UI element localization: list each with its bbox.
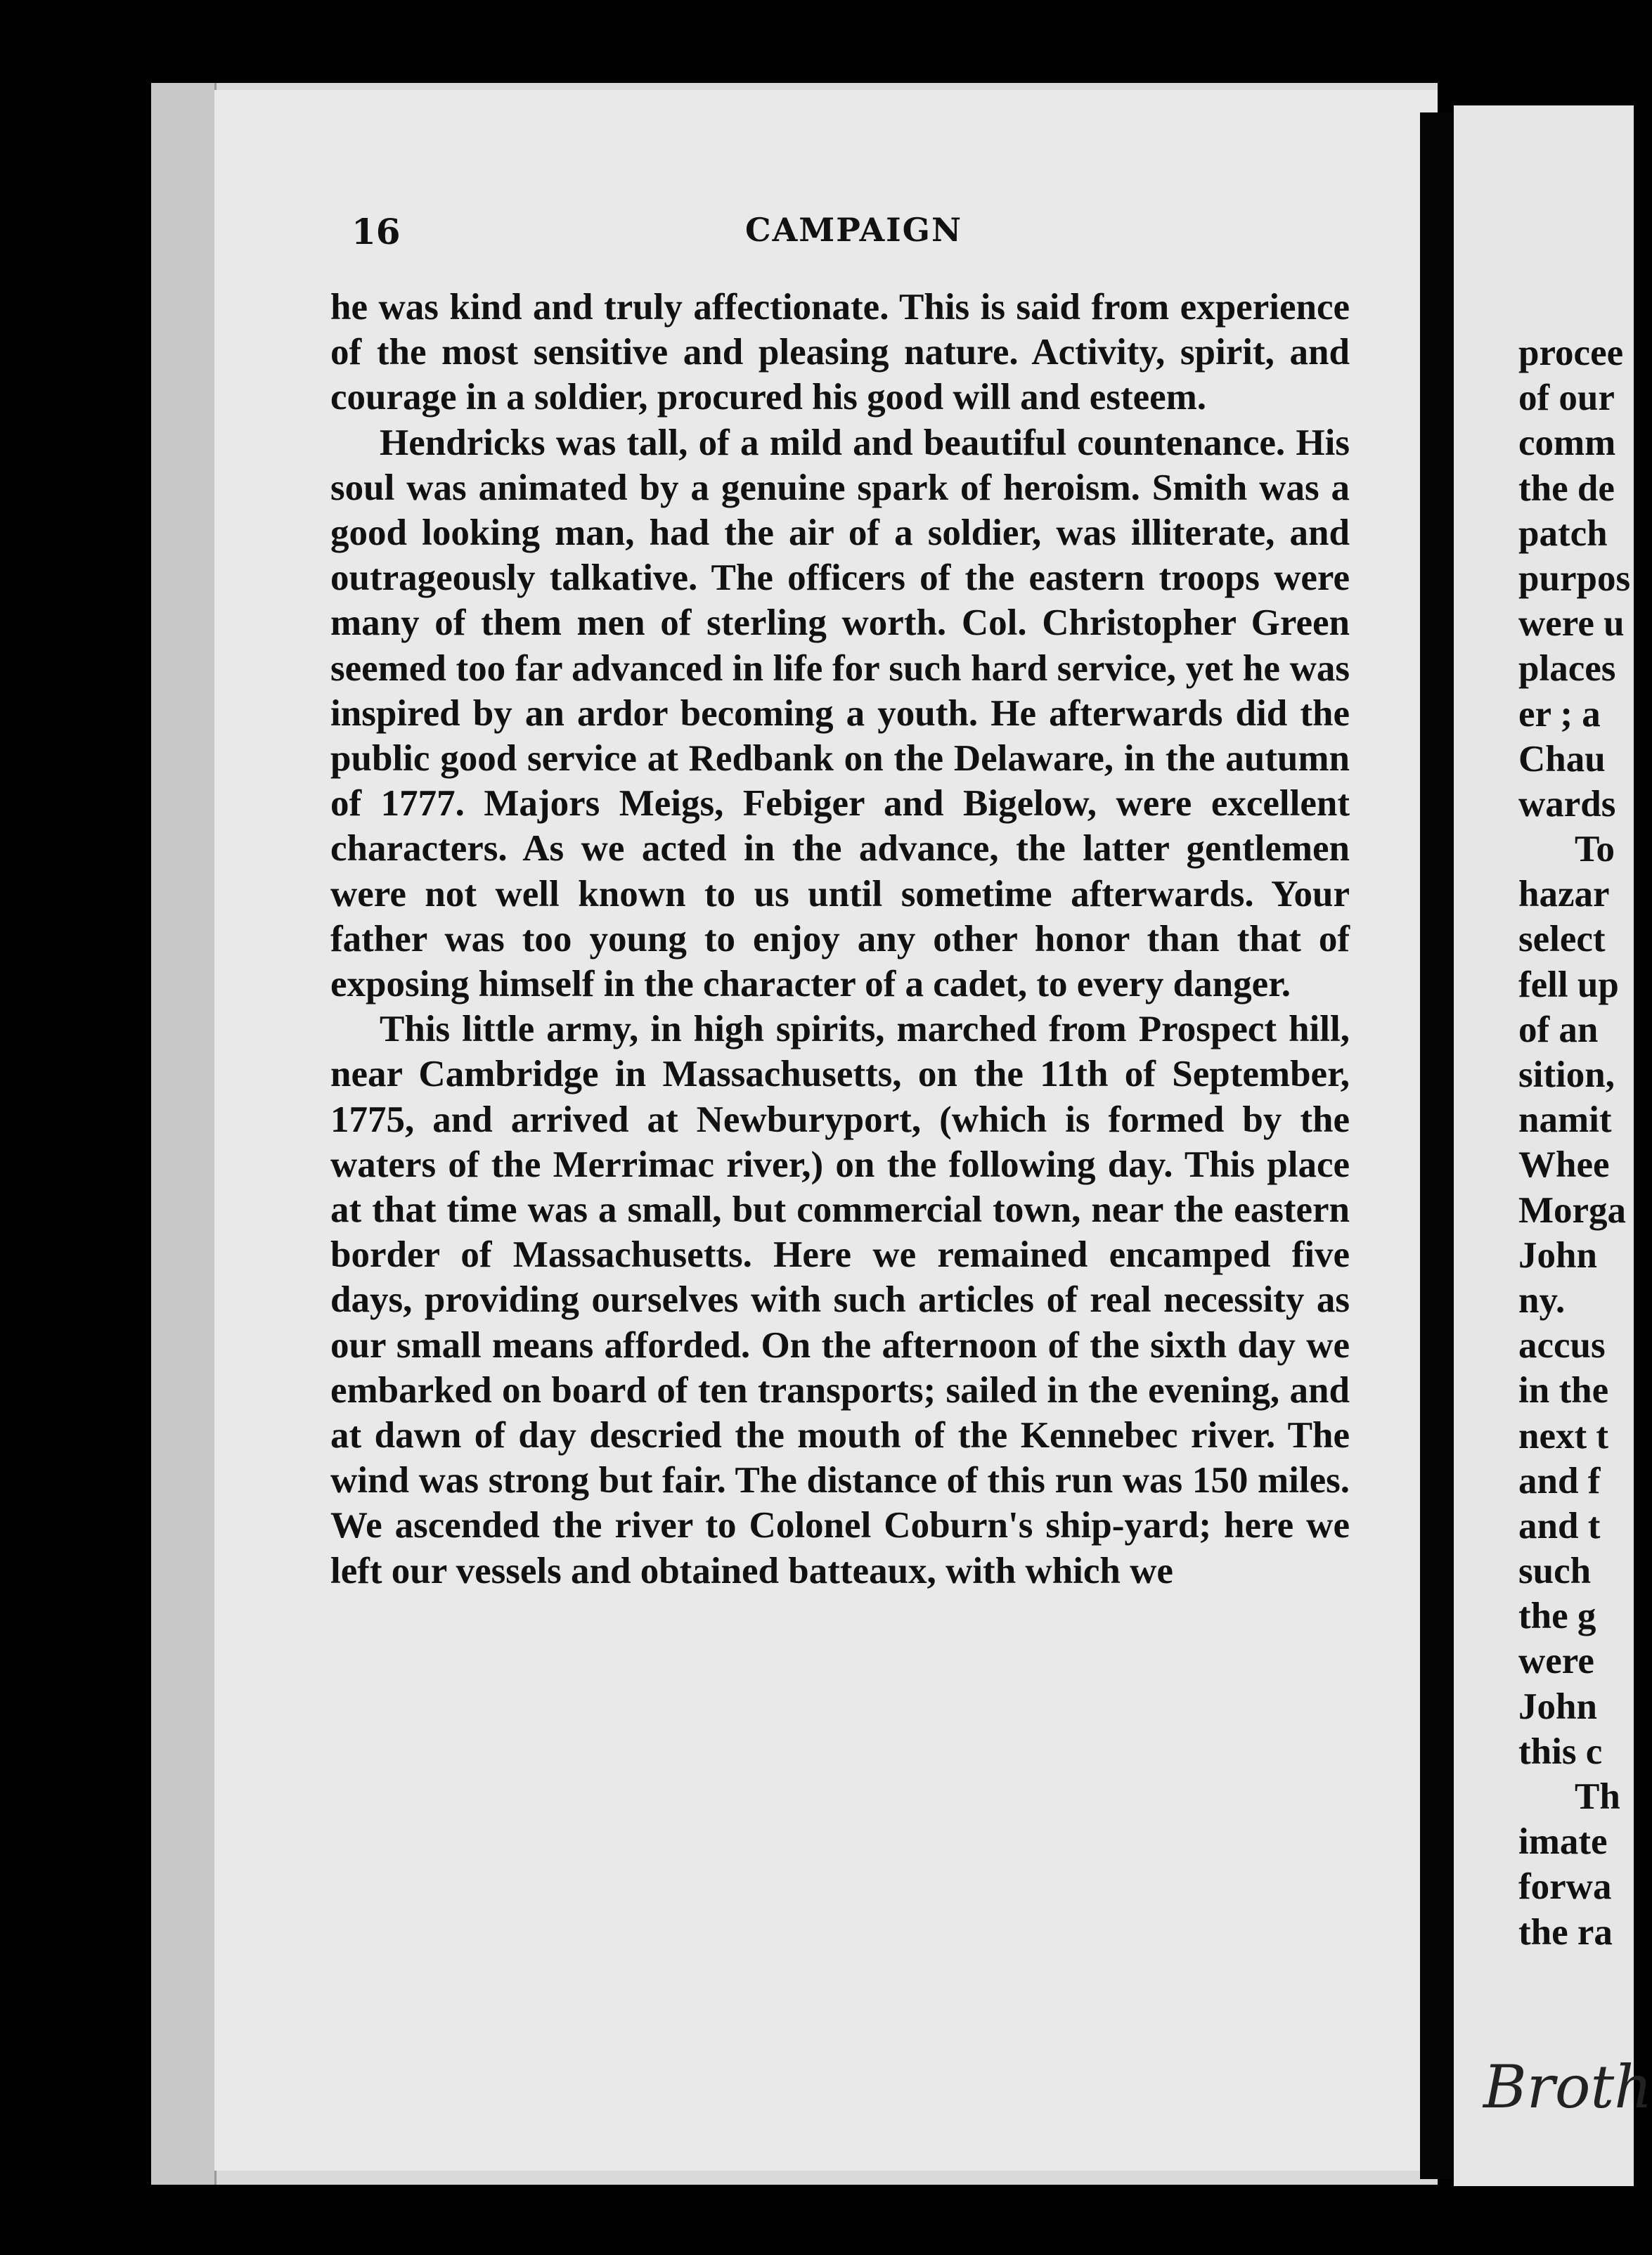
facing-page-line: hazar	[1518, 874, 1610, 915]
facing-page-line: were u	[1518, 603, 1625, 645]
facing-page-line: in the	[1518, 1370, 1609, 1411]
facing-page-line: the ra	[1518, 1911, 1613, 1953]
facing-page-line: of our	[1518, 377, 1615, 419]
facing-page-line: accus	[1518, 1325, 1606, 1366]
paragraph: Hendricks was tall, of a mild and beautiful countenance. His soul was animated by a genuine spark of heroism. Smith was a good looking man, had the air of a soldier, was illiterate, and outrageously talkative. The officers of the eastern troops were many of them men of sterling worth. Col. Christopher Green seemed too far advanced in life for such hard service, yet he was inspired by an ardor becoming a youth. He afterwards did the public good service at Redbank on the Delaware, in the autumn of 1777. Majors Meigs, Febiger and Bigelow, were excellent characters. As we acted in the advance, the latter gentlemen were not well known to us until sometime afterwards. Your father was too young to enjoy any other honor than that of exposing himself in the character of a cadet, to every danger.	[330, 422, 1350, 1005]
facing-page-line: er ; a	[1518, 693, 1601, 735]
facing-page-line: purpos	[1518, 557, 1631, 599]
paragraph: he was kind and truly affectionate. This is said from experience of the most sensitive and pleasing nature. Activity, spirit, and courage in a soldier, procured his good will and esteem.	[330, 287, 1350, 418]
facing-page-line: fell up	[1518, 964, 1619, 1005]
facing-page-line: Whee	[1518, 1144, 1610, 1186]
facing-page-line: and f	[1518, 1460, 1601, 1501]
facing-page-line: this c	[1518, 1731, 1603, 1772]
facing-page-line: John	[1518, 1686, 1597, 1727]
facing-page-line: were	[1518, 1641, 1594, 1682]
facing-page-line: Th	[1575, 1776, 1620, 1817]
facing-page-text	[1518, 330, 1634, 1955]
facing-page-line: sition,	[1518, 1054, 1615, 1095]
facing-page-line: and t	[1518, 1505, 1601, 1546]
facing-page-line: the de	[1518, 467, 1615, 509]
paragraph: This little army, in high spirits, marched from Prospect hill, near Cambridge in Massachusetts, on the 11th of September, 1775, and arrived at Newburyport, (which is formed by the waters of the Merrimac river,) on the following day. This place at that time was a small, but commercial town, near the eastern border of Massachusetts. Here we remained encamped five days, providing ourselves with such articles of real necessity as our small means afforded. On the afternoon of the sixth day we embarked on board of ten transports; sailed in the evening, and at dawn of day descried the mouth of the Kennebec river. The wind was strong but fair. The distance of this run was 150 miles. We ascended the river to Colonel Coburn's ship-yard; here we left our vessels and obtained batteaux, with which we	[330, 1009, 1350, 1591]
facing-page-line: Chau	[1518, 738, 1606, 780]
page-edge-shadow	[151, 83, 217, 2185]
body-text	[330, 285, 1350, 1594]
facing-page-line: the g	[1518, 1596, 1596, 1637]
facing-page-line: wards	[1518, 783, 1616, 825]
running-title: CAMPAIGN	[745, 211, 963, 249]
handwritten-note: Broth	[1483, 2053, 1652, 2121]
facing-page-line: procee	[1518, 332, 1624, 373]
page-number: 16	[351, 211, 401, 252]
facing-page-line: ny.	[1518, 1279, 1566, 1321]
facing-page-line: imate	[1518, 1821, 1608, 1863]
facing-page-line: such	[1518, 1551, 1592, 1592]
book-gutter	[1420, 112, 1454, 2179]
facing-page-line: Morga	[1518, 1189, 1627, 1231]
facing-page-line: places	[1518, 648, 1616, 690]
facing-page-line: John	[1518, 1234, 1597, 1276]
page-header	[351, 211, 1357, 267]
facing-page-line: patch	[1518, 512, 1608, 554]
facing-page-line: comm	[1518, 422, 1616, 464]
facing-page-line: next t	[1518, 1415, 1609, 1456]
facing-page-line: forwa	[1518, 1866, 1612, 1908]
facing-page-line: select	[1518, 919, 1606, 960]
facing-page-line: namit	[1518, 1099, 1612, 1141]
facing-page-line: of an	[1518, 1009, 1599, 1050]
facing-page-line: To	[1575, 829, 1615, 870]
